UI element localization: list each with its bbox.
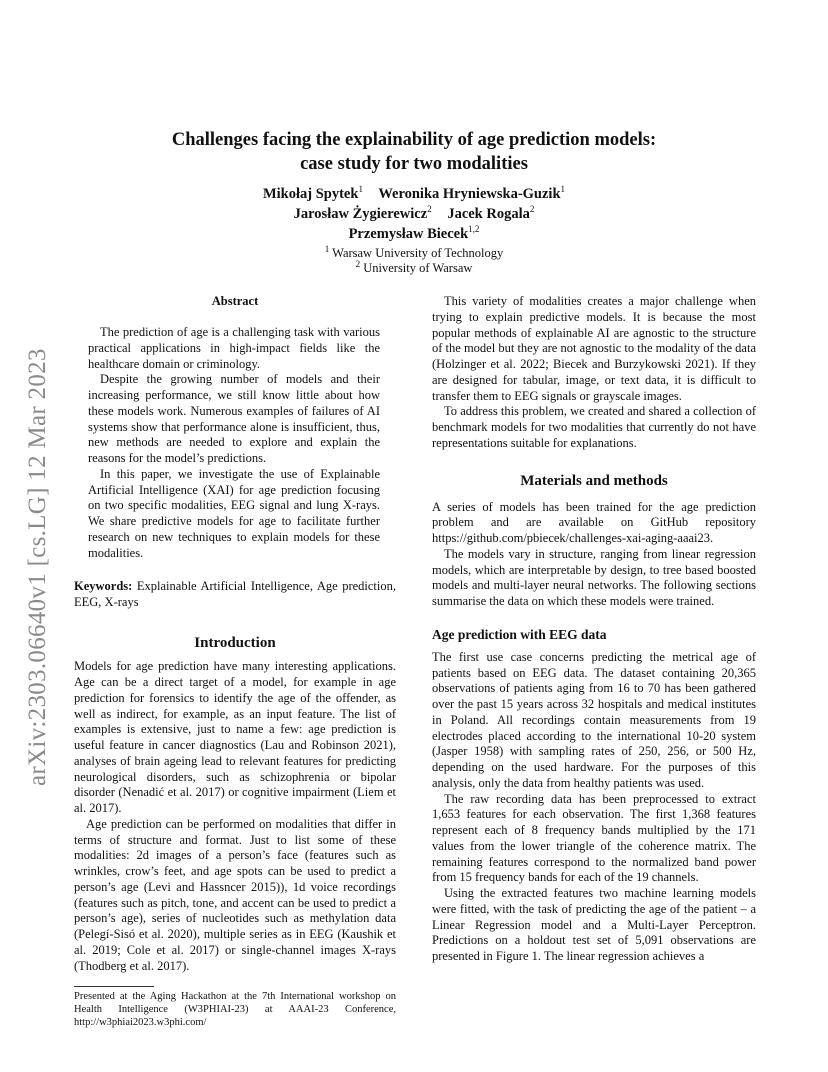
materials-paragraph: The models vary in structure, ranging from linear regression models, which are interpretable by design, to tree based boosted models and multi-layer neural networks. The following sections summarise the data on which these models were trained. — [432, 546, 756, 608]
eeg-paragraph: Using the extracted features two machine learning models were fitted, with the task of predicting the age of the patient – a Linear Regression model and a Multi-Layer Perceptron. Predictions on a holdout test set of 5,091 observations are presented in Figure 1. The linear regression achieves a — [432, 886, 756, 963]
affil-name: Warsaw University of Technology — [332, 246, 504, 260]
right-column — [432, 294, 756, 965]
introduction-heading: Introduction — [194, 635, 276, 652]
author-name: Przemysław Biecek — [348, 226, 469, 242]
author-affil-mark: 1 — [560, 184, 566, 195]
left-column — [74, 294, 396, 1029]
materials-paragraph: A series of models has been trained for the age prediction problem and are available on GitHub repository https://github.com/pbiecek/challenges-xai-aging-aaai23. — [432, 499, 756, 545]
title-line-2: case study for two modalities — [300, 154, 528, 174]
author-affil-mark: 2 — [529, 204, 535, 215]
affil-name: University of Warsaw — [363, 261, 473, 275]
body-paragraph: This variety of modalities creates a major challenge when trying to explain predictive models. It is because the most popular methods of explainable AI are agnostic to the structure of the model but they are not agnostic to the modality of the data (Holzinger et al. 2022; Biecek and Burzykowski 2021). If they are designed for tabular, image, or text data, it is difficult to transfer them to EEG signals or grayscale images. — [432, 294, 756, 403]
author-name: Jacek Rogala — [447, 206, 530, 222]
affil-number: 2 — [355, 258, 361, 269]
affil-number: 1 — [324, 243, 330, 254]
author-affil-mark: 1,2 — [468, 224, 480, 235]
footnote-rule — [74, 986, 154, 987]
author-name: Jarosław Żygierewicz — [293, 206, 428, 222]
author-name: Weronika Hryniewska-Guzik — [378, 186, 561, 202]
abstract-body — [74, 325, 396, 561]
eeg-paragraph: The raw recording data has been preprocessed to extract 1,653 features for each observation. The first 1,368 features represent each of 8 frequency bands multiplied by the 171 values from the lower triangle of the coherence matrix. The remaining features correspond to the normalized band power from 15 frequency bands for each of the 19 channels. — [432, 791, 756, 885]
author-affil-mark: 2 — [427, 204, 432, 215]
author-affil-mark: 1 — [358, 184, 363, 195]
footnote: Presented at the Aging Hackathon at the 7th International workshop on Health Intelligence (W3PHIAI-23) at AAAI-23 Conference, http://w3phiai2023.w3phi.com/ — [74, 991, 396, 1029]
abstract-paragraph: Despite the growing number of models and their increasing performance, we still know little about how these models work. Numerous examples of failures of AI systems show that performance alone is insufficient, thus, new methods are needed to explore and explain the reasons for the model’s predictions. — [88, 372, 380, 465]
affiliation-list — [74, 243, 754, 276]
abstract-heading: Abstract — [211, 294, 259, 308]
keywords — [74, 579, 396, 610]
body-paragraph: To address this problem, we created and shared a collection of benchmark models for two modalities that currently do not have representations suitable for explanations. — [432, 404, 756, 450]
abstract-paragraph: The prediction of age is a challenging task with various practical applications in high-impact fields like the healthcare domain or criminology. — [88, 325, 380, 371]
title-line-1: Challenges facing the explainability of age prediction models: — [171, 130, 657, 150]
eeg-paragraph: The first use case concerns predicting the metrical age of patients based on EEG data. The dataset containing 20,365 observations of patients aging from 16 to 70 has been gathered over the past 15 years across 32 hospitals and medical institutes in Poland. All recordings contain measurements from 19 electrodes placed according to the international 10-20 system (Jasper 1958) with sampling rates of 250, 256, or 500 Hz, depending on the used hardware. For the purposes of this analysis, only the data from healthy patients was used. — [432, 649, 756, 790]
author-name: Mikołaj Spytek — [262, 186, 359, 202]
keywords-text: Explainable Artificial Intelligence, Age prediction, EEG, X-rays — [74, 579, 396, 609]
paper-title — [74, 128, 754, 176]
abstract-paragraph: In this paper, we investigate the use of Explainable Artificial Intelligence (XAI) for age prediction focusing on two specific modalities, EEG signal and lung X-rays. We share predictive models for age to facilitate further research on new techniques to explain models for these modalities. — [88, 466, 380, 560]
intro-paragraph: Models for age prediction have many interesting applications. Age can be a direct target of a model, for example in age prediction for forensics to identify the age of the offender, as well as indirect, for example, as an input feature. The list of examples is extensive, just to name a few: age prediction is useful feature in cancer diagnostics (Lau and Robinson 2021), analyses of brain ageing lead to relevant features for predicting neurological disorders, such as schizophrenia or bipolar disorder (Nenadić et al. 2017) or cognitive impairment (Liem et al. 2017). — [74, 659, 396, 815]
intro-paragraph: Age prediction can be performed on modalities that differ in terms of structure and format. Just to list some of these modalities: 2d images of a person’s face (features such as wrinkles, crow’s feet, and age spots can be used to predict a person’s age (Levi and Hassncer 2015)), 1d voice recordings (features such as pitch, tone, and accent can be used to predict a person’s age), series of nucleotides such as methylation data (Pelegí-Sisó et al. 2020), multiple series as in EEG (Kaushik et al. 2019; Cole et al. 2017) or single-channel images X-rays (Thodberg et al. 2017). — [74, 816, 396, 973]
eeg-heading: Age prediction with EEG data — [432, 626, 607, 642]
materials-heading: Materials and methods — [520, 472, 668, 489]
keywords-label: Keywords: — [74, 579, 133, 594]
arxiv-stamp: arXiv:2303.06640v1 [cs.LG] 12 Mar 2023 — [24, 348, 51, 786]
author-list — [74, 184, 754, 244]
